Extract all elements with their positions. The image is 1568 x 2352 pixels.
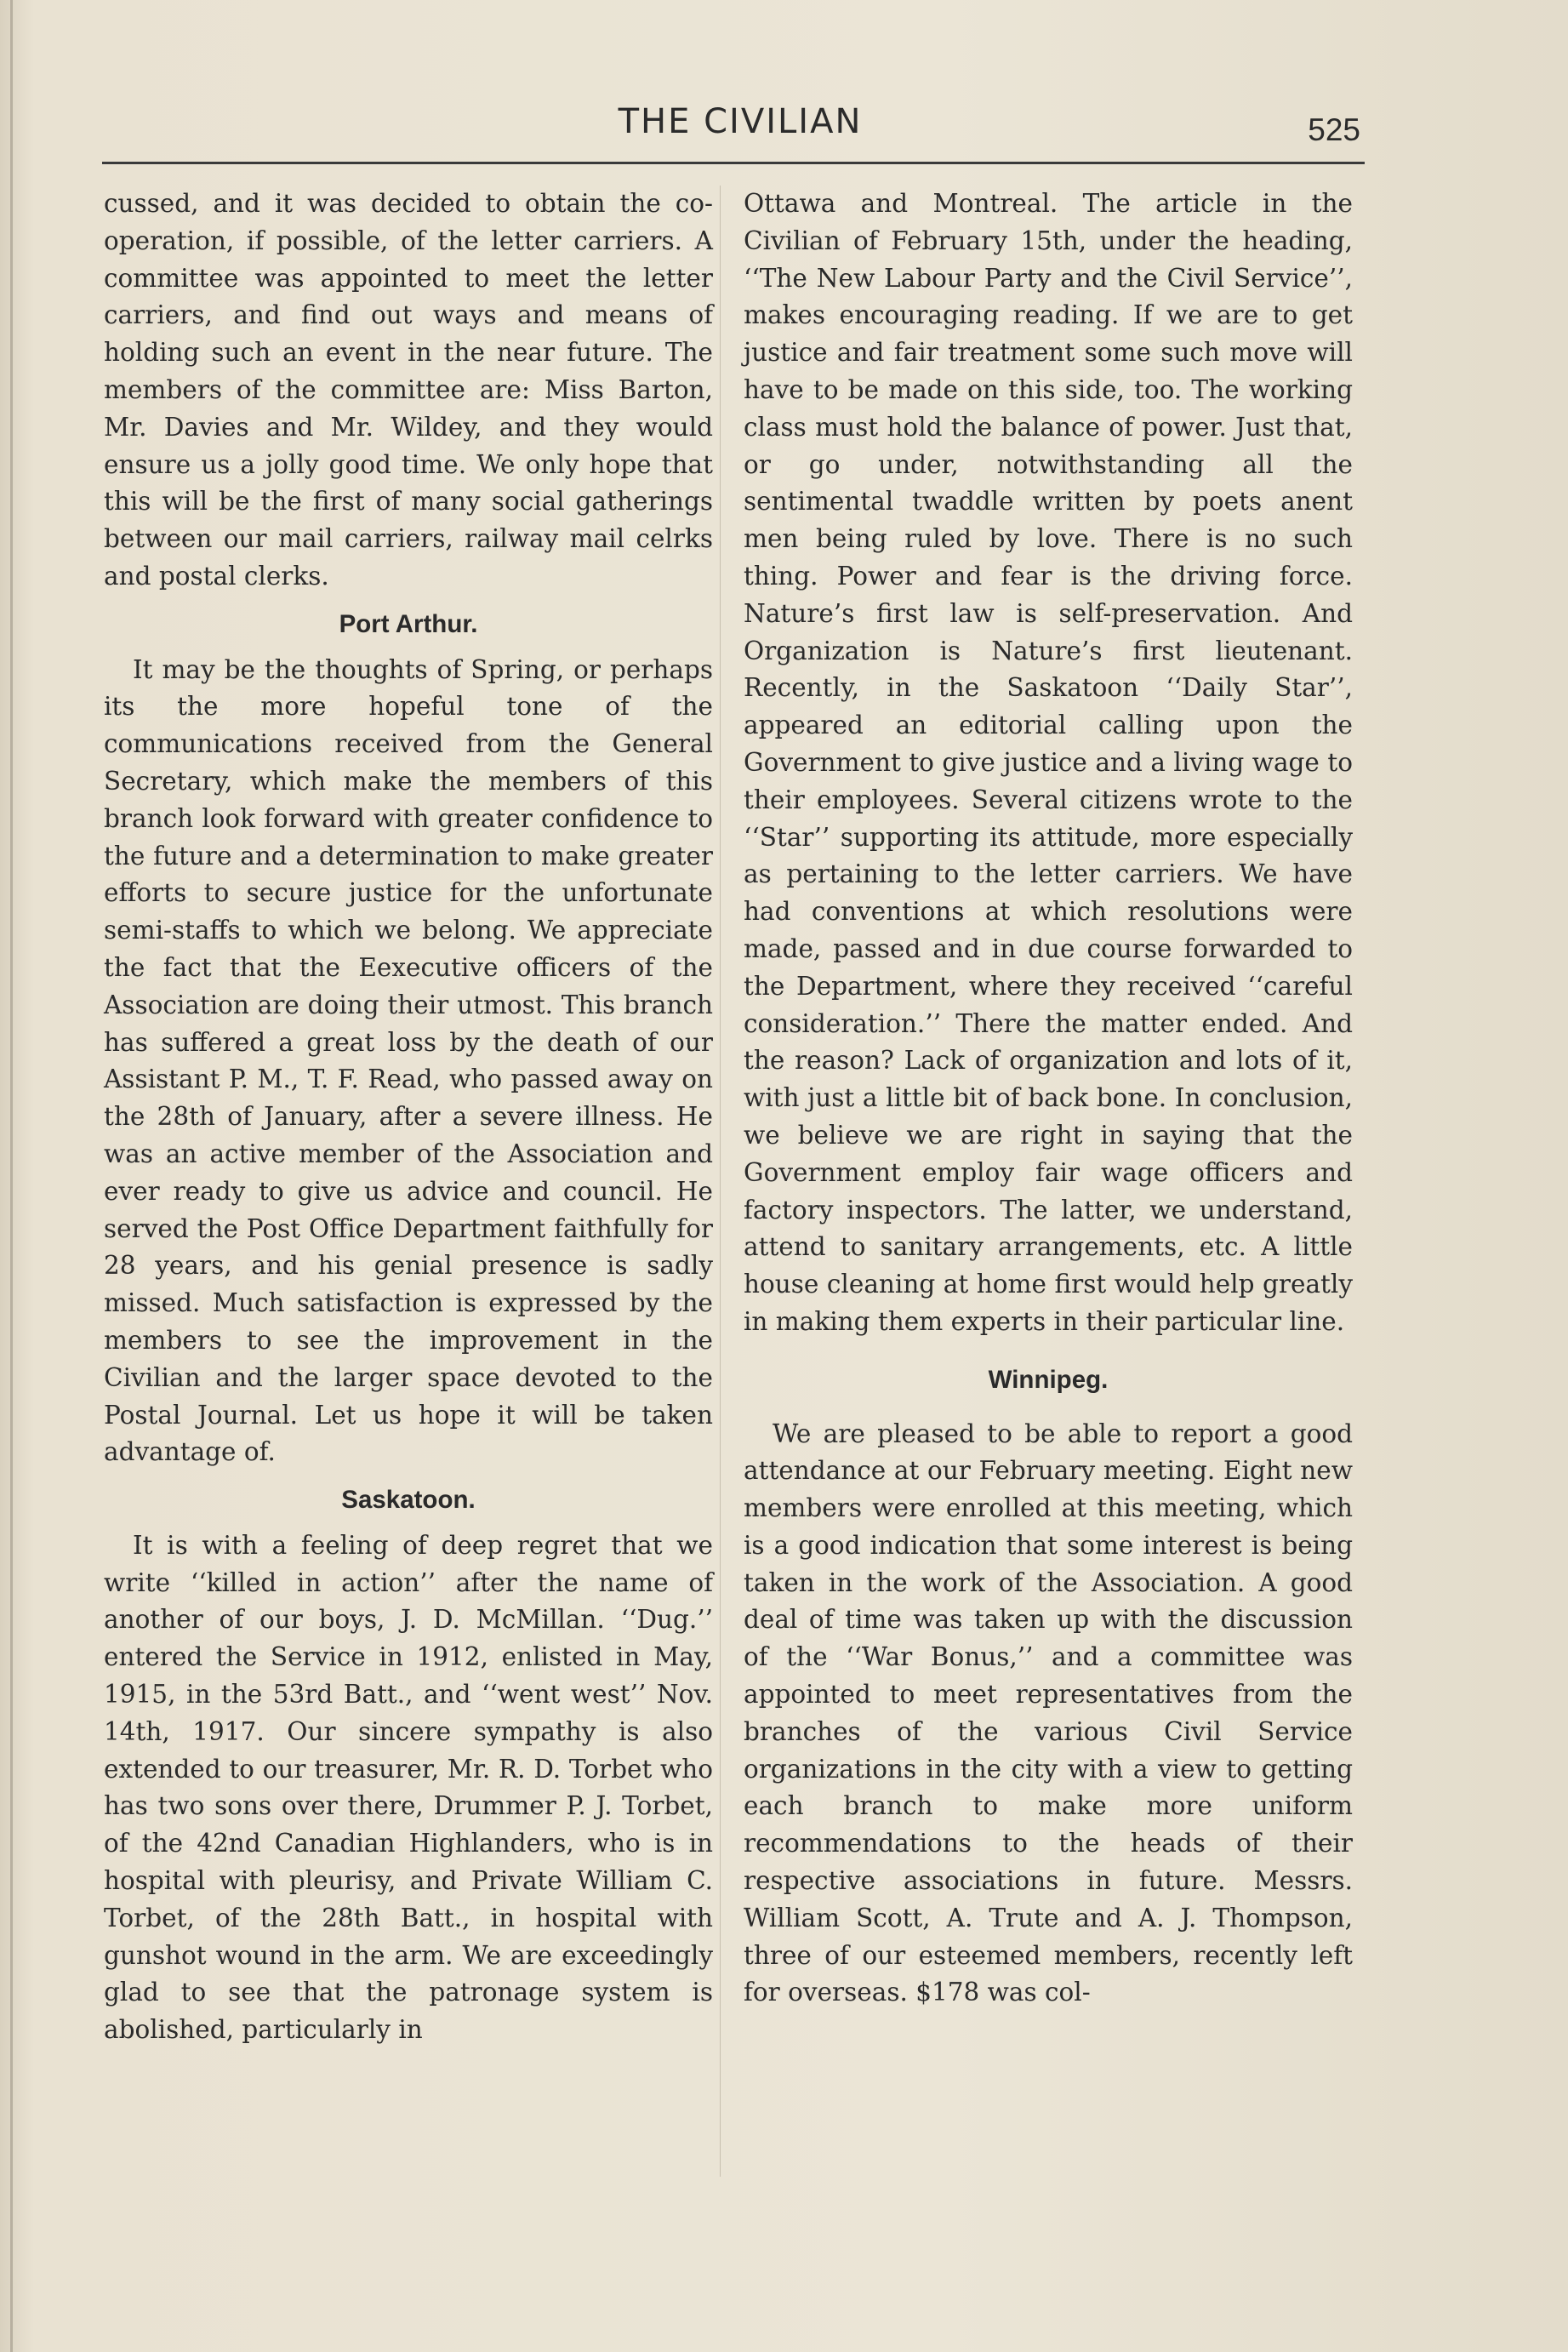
paragraph: We are pleased to be able to report a good attendance at our February meeting. Eight new members were enrolled at this meeting, which is a good indication that some interest is being taken in the work of the Association. A good deal of time was taken up with the discussion of the ‘‘War Bonus,’’ and a committee was appointed to meet representatives from the branches of the various Civil Service organizations in the city with a view to getting each branch to make more uniform recommendations to the heads of their respective associations in future. Messrs. William Scott, A. Trute and A. J. Thompson, three of our esteemed members, recently left for overseas. $178 was col- <box>744 1419 1353 2007</box>
left-column <box>104 186 713 2049</box>
section-heading-winnipeg: Winnipeg. <box>988 1365 1109 1394</box>
paragraph: cussed, and it was decided to obtain the co-operation, if possible, of the letter carriers. A committee was appointed to meet the letter carriers, and find out ways and means of holding such an event in the near future. The members of the committee are: Miss Barton, Mr. Davies and Mr. Wildey, and they would ensure us a jolly good time. We only hope that this will be the first of many social gatherings between our mail carriers, railway mail celrks and postal clerks. <box>104 189 713 591</box>
section-heading-saskatoon: Saskatoon. <box>341 1486 476 1515</box>
header-rule <box>102 162 1365 164</box>
paragraph: It is with a feeling of deep regret that we write ‘‘killed in action’’ after the name of another of our boys, J. D. McMillan. ‘‘Dug.’’ entered the Service in 1912, enlisted in May, 1915, in the 53rd Batt., and ‘‘went west’’ Nov. 14th, 1917. Our sincere sympathy is also extended to our treasurer, Mr. R. D. Torbet who has two sons over there, Drummer P. J. Torbet, of the 42nd Canadian Highlanders, who is in hospital with pleurisy, and Private William C. Torbet, of the 28th Batt., in hospital with gunshot wound in the arm. We are exceedingly glad to see that the patronage system is abolished, particularly in <box>104 1530 713 2045</box>
right-column <box>744 186 1353 2012</box>
paragraph: It may be the thoughts of Spring, or perhaps its the more hopeful tone of the communications received from the General Secretary, which make the members of this branch look forward with greater confidence to the future and a determination to make greater efforts to secure justice for the unfortunate semi-staffs to which we belong. We appreciate the fact that the Eexecutive officers of the Association are doing their utmost. This branch has suffered a great loss by the death of our Assistant P. M., T. F. Read, who passed away on the 28th of January, after a severe illness. He was an active member of the Association and ever ready to give us advice and council. He served the Post Office Department faithfully for 28 years, and his genial presence is sadly missed. Much satisfaction is expressed by the members to see the improvement in the Civilian and the larger space devoted to the Postal Journal. Let us hope it will be taken advantage of. <box>104 654 713 1467</box>
binding-edge <box>10 0 13 2352</box>
paragraph: Ottawa and Montreal. The article in the Civilian of February 15th, under the heading, ‘‘The New Labour Party and the Civil Service’’, makes encouraging reading. If we are to get justice and fair treatment some such move will have to be made on this side, too. The working class must hold the balance of power. Just that, or go under, notwithstanding all the sentimental twaddle written by poets anent men being ruled by love. There is no such thing. Power and fear is the driving force. Nature’s first law is self-preservation. And Organization is Nature’s first lieutenant. Recently, in the Saskatoon ‘‘Daily Star’’, appeared an editorial calling upon the Government to give justice and a living wage to their employees. Several citizens wrote to the ‘‘Star’’ supporting its attitude, more especially as pertaining to the letter carriers. We have had conventions at which resolutions were made, passed and in due course forwarded to the Department, where they received ‘‘careful consideration.’’ There the matter ended. And the reason? Lack of organization and lots of it, with just a little bit of back bone. In conclusion, we believe we are right in saying that the Government employ fair wage officers and factory inspectors. The latter, we understand, attend to sanitary arrangements, etc. A little house cleaning at home first would help greatly in making them experts in their particular line. <box>744 189 1353 1336</box>
page-number: 525 <box>1308 112 1360 147</box>
page-title: THE CIVILIAN <box>618 102 863 141</box>
column-divider <box>720 186 721 2177</box>
section-heading-port-arthur: Port Arthur. <box>339 609 478 638</box>
